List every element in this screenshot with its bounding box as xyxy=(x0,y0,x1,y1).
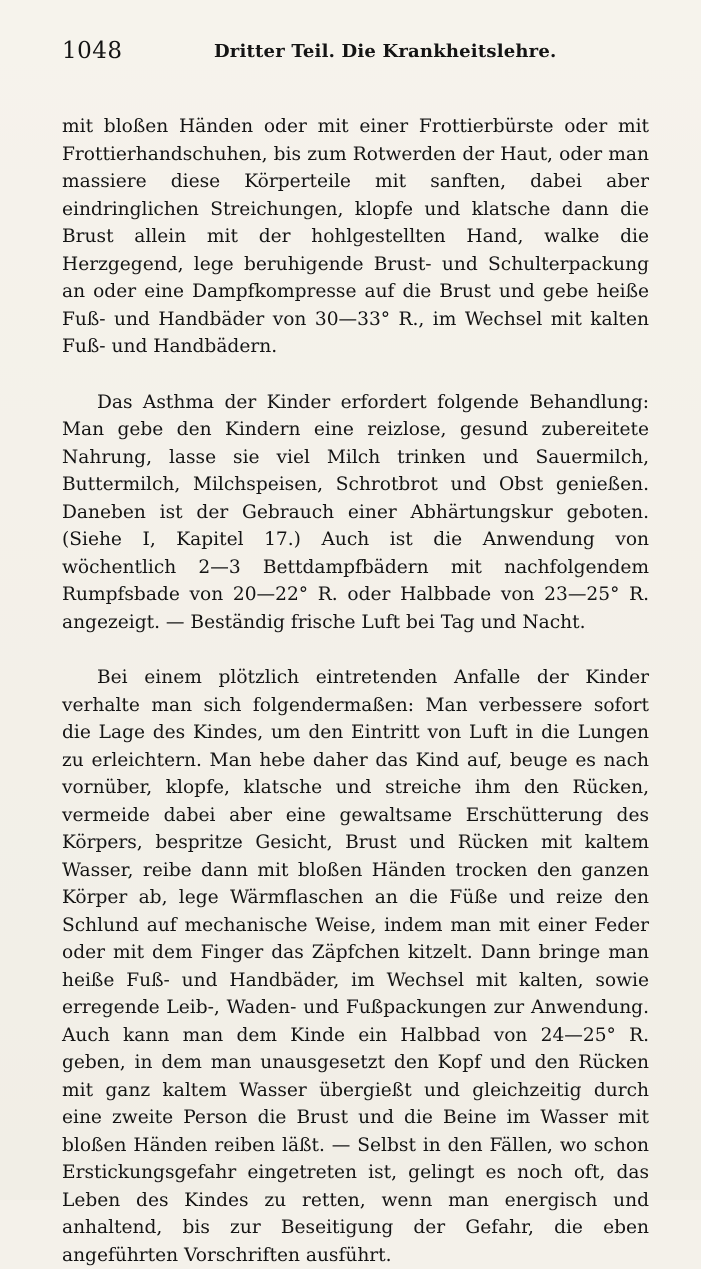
running-head: Dritter Teil. Die Krankheitslehre. xyxy=(214,41,557,62)
paragraph-continuation: mit bloßen Händen oder mit einer Frottierbürste oder mit Frottierhandschuhen, bis zum Rotwerden der Haut, oder man massiere diese Körperteile mit sanften, dabei aber eindringlichen Streichungen, klopfe und klatsche dann die Brust allein mit der hohlgestellten Hand, walke die Herzgegend, lege beruhigende Brust- und Schulterpackung an oder eine Dampfkompresse auf die Brust und gebe heiße Fuß- und Handbäder von 30—33° R., im Wechsel mit kalten Fuß- und Handbädern. xyxy=(62,116,649,357)
paragraph-acute-attack: Bei einem plötzlich eintretenden Anfalle der Kinder verhalte man sich folgendermaßen: Man verbessere sofort die Lage des Kindes, um den Eintritt von Luft in die Lungen zu erleichtern. Man hebe daher das Kind auf, beuge es nach vornüber, klopfe, klatsche und streiche ihm den Rücken, vermeide dabei aber eine gewaltsame Erschütterung des Körpers, bespritze Gesicht, Brust und Rücken mit kaltem Wasser, reibe dann mit bloßen Händen trocken den ganzen Körper ab, lege Wärmflaschen an die Füße und reize den Schlund auf mechanische Weise, indem man mit einer Feder oder mit dem Finger das Zäpfchen kitzelt. Dann bringe man heiße Fuß- und Handbäder, im Wechsel mit kalten, sowie erregende Leib-, Waden- und Fußpackungen zur Anwendung. Auch kann man dem Kinde ein Halbbad von 24—25° R. geben, in dem man unausgesetzt den Kopf und den Rücken mit ganz kaltem Wasser übergießt und gleichzeitig durch eine zweite Person die Brust und die Beine im Wasser mit bloßen Händen reiben läßt. — Selbst in den Fällen, wo schon Erstickungsgefahr eingetreten ist, gelingt es noch oft, das Leben des Kindes zu retten, wenn man energisch und anhaltend, bis zur Beseitigung der Gefahr, die eben angeführten Vorschriften ausführt. xyxy=(62,667,649,1266)
page-number: 1048 xyxy=(62,38,123,64)
page-header xyxy=(62,30,649,80)
body-text xyxy=(62,113,649,1269)
paragraph-asthma-treatment: Das Asthma der Kinder erfordert folgende Behandlung: Man gebe den Kindern eine reizlose, gesund zubereitete Nahrung, lasse sie viel Milch trinken und Sauermilch, Buttermilch, Milchspeisen, Schrotbrot und Obst genießen. Daneben ist der Gebrauch einer Abhärtungskur geboten. (Siehe I, Kapitel 17.) Auch ist die Anwendung von wöchentlich 2—3 Bettdampfbädern mit nachfolgendem Rumpfsbade von 20—22° R. oder Halbbade von 23—25° R. angezeigt. — Beständig frische Luft bei Tag und Nacht. xyxy=(62,391,649,633)
